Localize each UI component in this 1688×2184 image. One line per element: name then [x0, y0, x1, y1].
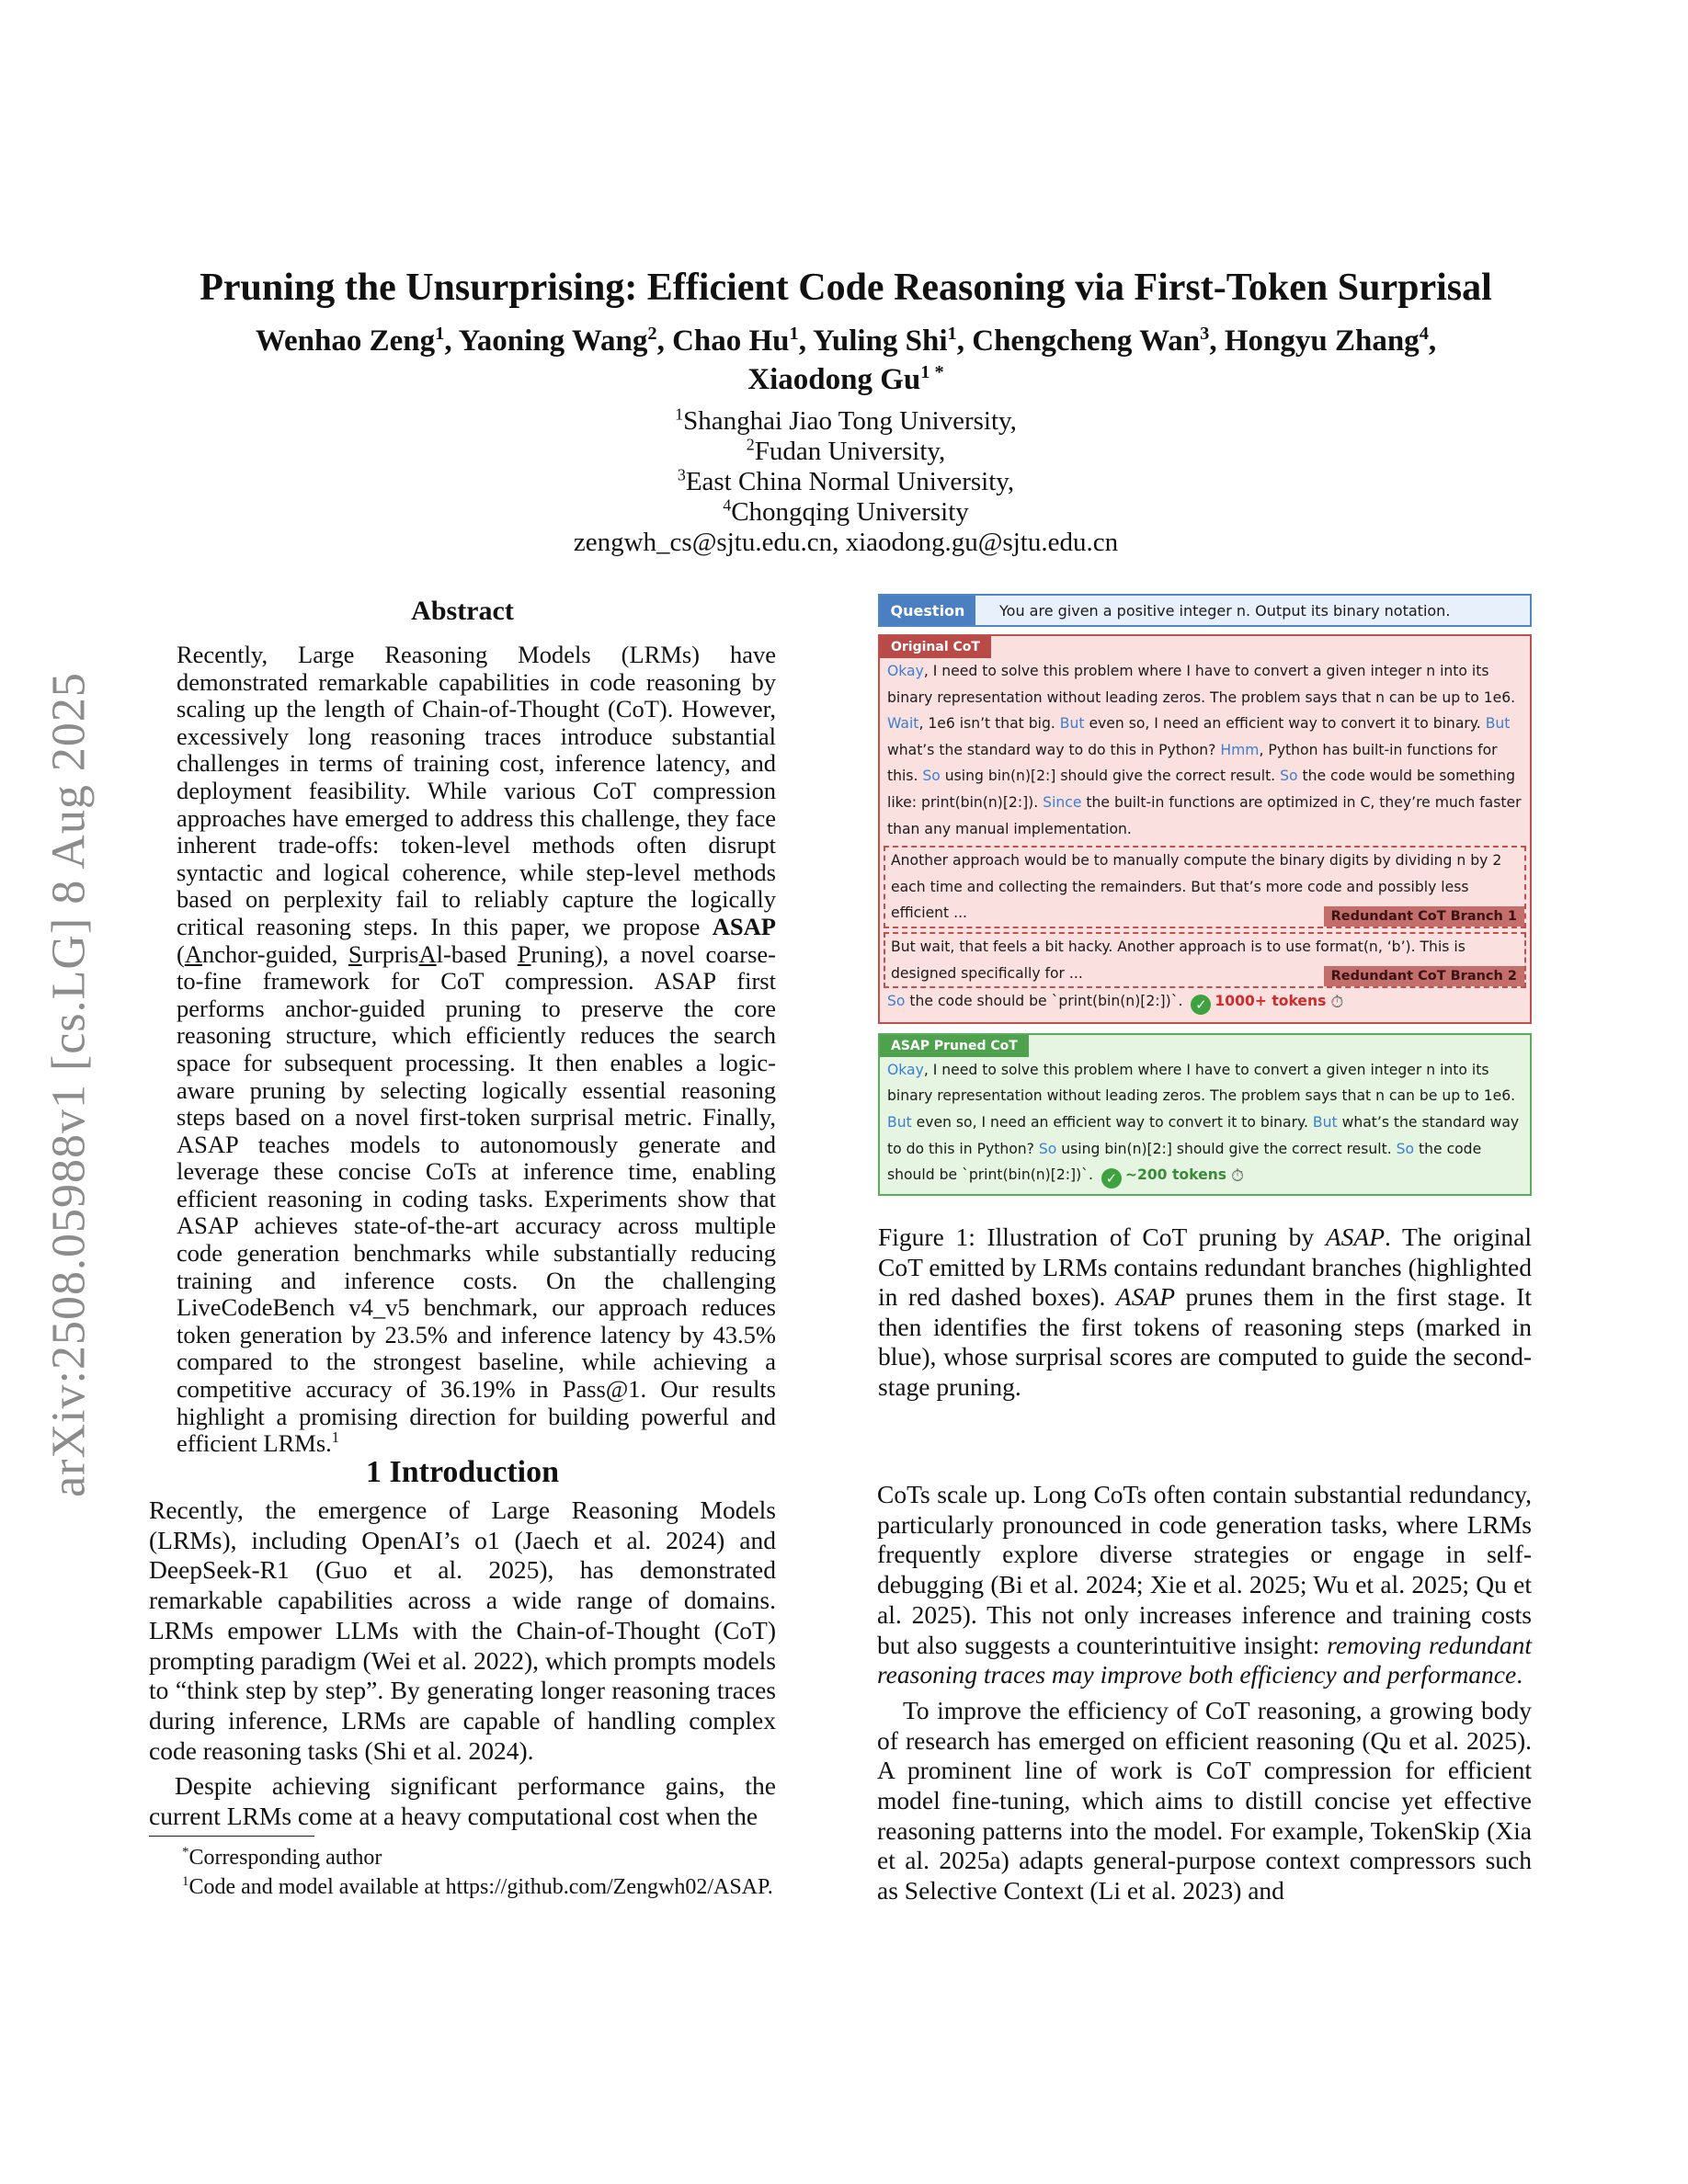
paragraph: CoTs scale up. Long CoTs often contain substantial redundancy, particularly pronounced in code generation tasks, where LRMs frequently explore diverse strategies or engage in self-debugging (Bi et al. 2024; Xie et al. 2025; Wu et al. 2025; Qu et al. 2025). This not only increases inference and training costs but also suggests a counterintuitive insight: removing redundant reasoning traces may improve both efficiency and performance. [877, 1480, 1533, 1689]
check-circle-icon: ✓ [1101, 1168, 1122, 1189]
author-list: Wenhao Zeng$^1$, Yaoning Wang$^2$, Chao Hu$^1$, Yuling Shi$^1$, Chengcheng Wan$^3$, Hongyu Zhang$^4$, Xiaodong $Gu^{1 *}$ [255, 324, 1437, 396]
author: Xiaodong $Gu^{1 *}$ [747, 362, 944, 396]
clock-icon: ⏱ [1231, 1166, 1245, 1187]
affiliation: $^3$East China Normal University, [677, 465, 1015, 496]
question-box [878, 594, 1532, 627]
arxiv-identifier: arXiv:2508.05988v1 [cs.LG] 8 Aug 2025 [42, 672, 96, 1497]
redundant-branch-1: Another approach would be to manually compute the binary digits by dividing n by 2 each time and collecting the remainders. But that’s more code and possibly less efficient ... Redundant CoT Branch 1 [884, 846, 1526, 928]
step-first-token: Since [1043, 793, 1082, 811]
step-first-token: So [1396, 1140, 1415, 1157]
cot-text: even so, I need an efficient way to convert it to binary. [911, 1113, 1313, 1131]
redundant-branch-2: But wait, that feels a bit hacky. Another approach is to use format(n, ‘b’). This is designed specifically for ... Redundant CoT Branch 2 [884, 932, 1526, 988]
affiliations [138, 406, 1554, 558]
pruned-cot-tag: ASAP Pruned CoT [880, 1035, 1029, 1057]
step-first-token: So [922, 768, 941, 785]
original-cot-box [878, 634, 1532, 1024]
affiliation: $^4$Chongqing University [723, 495, 969, 527]
question-text: You are given a positive integer n. Output its binary notation. [999, 601, 1451, 620]
step-first-token: Okay [887, 1061, 924, 1078]
original-cot-tag: Original CoT [880, 636, 991, 658]
paper-title: Pruning the Unsurprising: Efficient Code Reasoning via First-Token Surprisal [200, 267, 1492, 309]
footnotes [149, 1843, 776, 1902]
original-cot-text [880, 658, 1530, 842]
step-first-token: But [1485, 715, 1511, 733]
token-count: 1000+ tokens [1215, 993, 1327, 1010]
affiliation: $^1$Shanghai Jiao Tong University, [675, 404, 1017, 436]
intro-right-column [877, 1480, 1532, 1906]
author: Hongyu Zhang$^4$ [1224, 324, 1429, 358]
step-first-token: But [1312, 1113, 1338, 1131]
paragraph: Recently, the emergence of Large Reasoning Models (LRMs), including OpenAI’s o1 (Jaech et al. 2024) and DeepSeek-R1 (Guo et al. 2025), has demonstrated remarkable capabilities across a wide range of domains. LRMs empower LLMs with the Chain-of-Thought (CoT) prompting paradigm (Wei et al. 2022), which prompts models to “think step by step”. By generating longer reasoning traces during inference, LRMs are capable of handling complex code reasoning tasks (Shi et al. 2024). [149, 1496, 776, 1765]
affiliation: $^2$Fudan University, [746, 435, 946, 466]
paper-header [138, 263, 1554, 558]
step-first-token: But [887, 1113, 912, 1131]
cot-text: what’s the standard way to do this in Python? [887, 1113, 1520, 1157]
figure-1 [878, 594, 1532, 1196]
token-count: ~200 tokens [1124, 1166, 1227, 1184]
cot-text: , I need to solve this problem where I have to convert a given integer n into its binary representation without leading zeros. The problem says that n can be up to 1e6. [887, 663, 1516, 706]
cot-text: using bin(n)[2:] should give the correct result. [940, 768, 1281, 785]
abstract-body: Recently, Large Reasoning Models (LRMs) have demonstrated remarkable capabilities in code reasoning by scaling up the length of Chain-of-Thought (CoT). However, excessively long reasoning traces introduce substantial challenges in terms of training cost, inference latency, and deployment feasibility. While various CoT compression approaches have emerged to address this challenge, they face inherent trade-offs: token-level methods often disrupt syntactic and logical coherence, while step-level methods based on perplexity fail to reliably capture the logically critical reasoning steps. In this paper, we propose ASAP (Anchor-guided, SurprisAl-based Pruning), a novel coarse-to-fine framework for CoT compression. ASAP first performs anchor-guided pruning to preserve the core reasoning structure, which efficiently reduces the search space for subsequent processing. It then enables a logic-aware pruning by selecting logically essential reasoning steps based on a novel first-token surprisal metric. Finally, ASAP teaches models to autonomously generate and leverage these concise CoTs at inference time, enabling efficient reasoning in coding tasks. Experiments show that ASAP achieves state-of-the-art accuracy across multiple code generation benchmarks while substantially reducing training and inference costs. On the challenging LiveCodeBench v4_v5 benchmark, our approach reduces token generation by 23.5% and inference latency by 43.5% compared to the strongest baseline, while achieving a competitive accuracy of 36.19% in Pass@1. Our results highlight a promising direction for building powerful and efficient LRMs.$^1$ [177, 641, 776, 1458]
author: Yaoning Wang$^2$ [458, 324, 657, 358]
cot-text: using bin(n)[2:] should give the correct result. [1056, 1140, 1397, 1157]
question-tag: Question [880, 596, 975, 625]
cot-text: , I need to solve this problem where I have to convert a given integer n into its binary representation without leading zeros. The problem says that n can be up to 1e6. [887, 1061, 1516, 1105]
step-first-token: So [1280, 768, 1298, 785]
step-first-token: So [1038, 1140, 1057, 1157]
cot-text: the code should be `print(bin(n)[2:])`. [887, 1140, 1482, 1184]
author: Wenhao Zeng$^1$ [255, 324, 445, 358]
step-first-token: But [1059, 715, 1085, 733]
check-circle-icon: ✓ [1191, 995, 1211, 1015]
figure-caption: Figure 1: Illustration of CoT pruning by ASAP. The original CoT emitted by LRMs contains redundant branches (highlighted in red dashed boxes). ASAP prunes them in the first stage. It then identifies the first tokens of reasoning steps (marked in blue), whose surprisal scores are computed to guide the second-stage pruning. [878, 1223, 1533, 1401]
branch-label: Redundant CoT Branch 1 [1324, 906, 1524, 927]
footnote: *Corresponding author [182, 1845, 382, 1870]
original-cot-conclusion: So the code should be `print(bin(n)[2:])`. ✓ 1000+ tokens ⏱ [880, 988, 1530, 1017]
cot-text: the code would be something like: print(bin(n)[2:]). [887, 768, 1515, 811]
author: Chengcheng Wan$^3$ [972, 324, 1210, 358]
intro-left-column [149, 1496, 776, 1832]
cot-text: what’s the standard way to do this in Python? [887, 741, 1221, 758]
paragraph: To improve the efficiency of CoT reasoning, a growing body of research has emerged on efficient reasoning (Qu et al. 2025). A prominent line of work is CoT compression for efficient model fine-tuning, which aims to distill concise yet effective reasoning patterns into the model. For example, TokenSkip (Xia et al. 2025a) adapts general-purpose context compressors such as Selective Context (Li et al. 2023) and [877, 1695, 1532, 1905]
step-first-token: Hmm [1220, 741, 1260, 758]
author: Yuling Shi$^1$ [813, 324, 957, 358]
author-emails: zengwh_cs@sjtu.edu.cn, xiaodong.gu@sjtu.edu.cn [573, 528, 1119, 557]
pruned-cot-box [878, 1033, 1532, 1196]
footnote: $^1$Code and model available at https://github.com/Zengwh02/ASAP. [182, 1874, 773, 1899]
pruned-cot-text [880, 1057, 1530, 1190]
clock-icon: ⏱ [1330, 993, 1344, 1013]
cot-text: even so, I need an efficient way to convert it to binary. [1084, 715, 1486, 733]
branch-label: Redundant CoT Branch 2 [1324, 966, 1524, 986]
section-heading: 1 Introduction [365, 1455, 560, 1489]
abstract-heading: Abstract [411, 596, 514, 626]
cot-text: the built-in functions are optimized in C, they’re much faster than any manual implementation. [887, 793, 1522, 837]
cot-text: , Python has built-in functions for this. [887, 741, 1498, 785]
step-first-token: Wait [887, 715, 919, 733]
step-first-token: Okay [887, 663, 924, 679]
paragraph: Despite achieving significant performance gains, the current LRMs come at a heavy computational cost when the [149, 1771, 776, 1831]
author: Chao Hu$^1$ [672, 324, 799, 358]
footnote-rule [149, 1836, 314, 1837]
cot-text: , 1e6 isn’t that big. [918, 715, 1060, 733]
